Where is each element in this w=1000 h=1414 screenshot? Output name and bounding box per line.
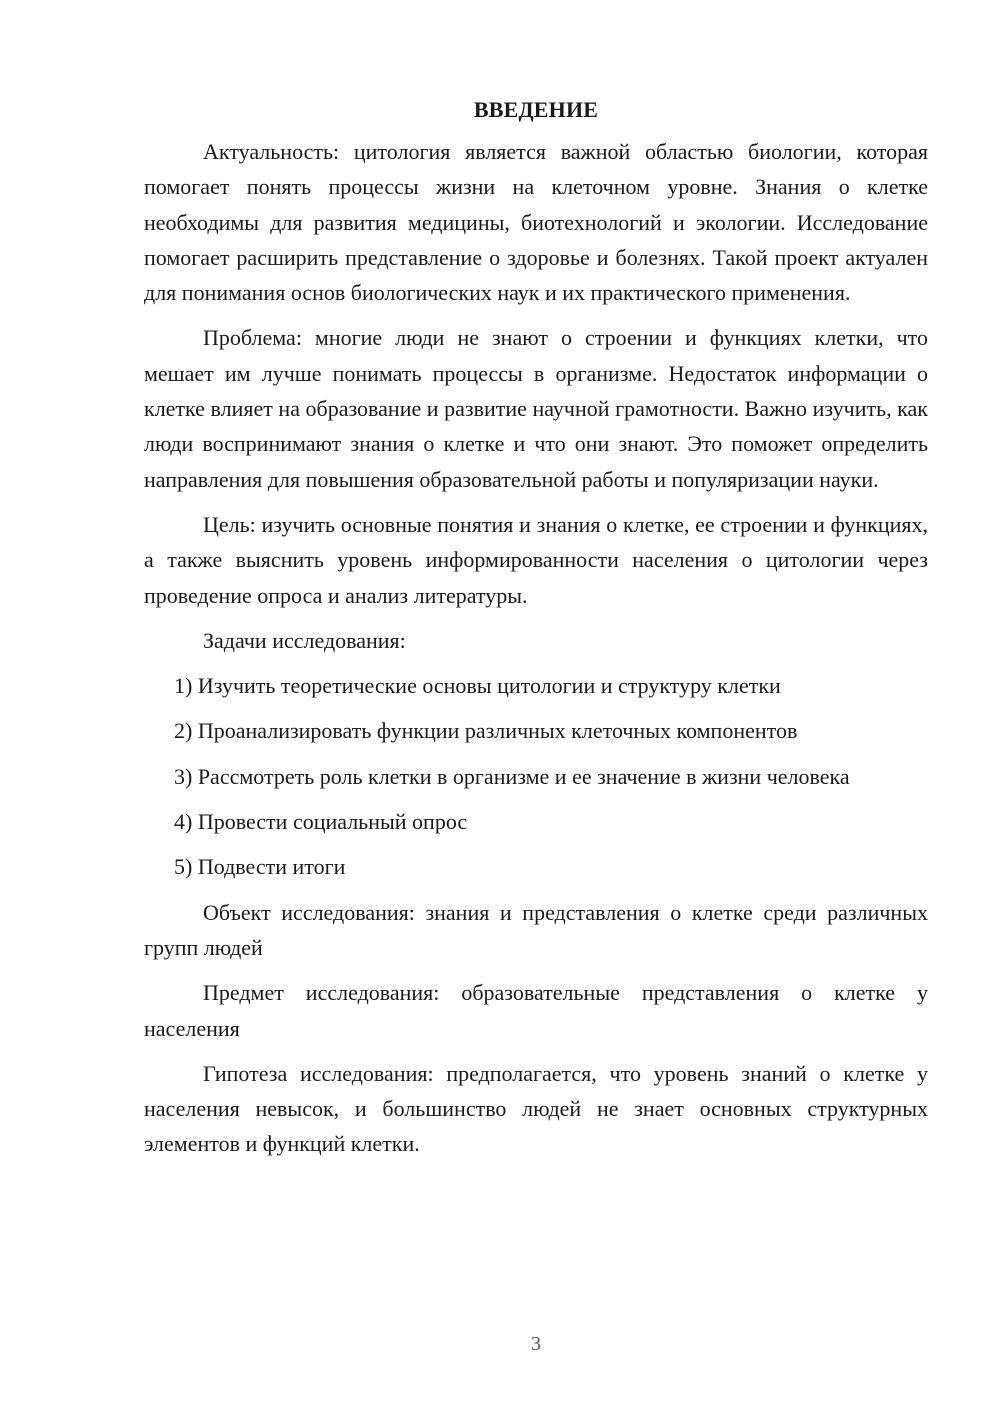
paragraph-tasks-heading: Задачи исследования: <box>203 627 406 653</box>
page-number: 3 <box>531 1333 541 1355</box>
paragraph-problem: Проблема: многие люди не знают о строении и функциях клетки, что мешает им лучше понимать процессы в организме. Недостаток информации о клетке влияет на образование и развитие научной грамотности. Важно изучить, как люди воспринимают знания о клетке и что они знают. Это поможет определить направления для повышения образовательной работы и популяризации науки. <box>144 325 928 492</box>
task-item-1: 1) Изучить теоретические основы цитологии и структуру клетки <box>174 673 781 699</box>
task-item-5: 5) Подвести итоги <box>174 854 346 880</box>
paragraph-relevance: Актуальность: цитология является важной областью биологии, которая помогает понять процессы жизни на клеточном уровне. Знания о клетке необходимы для развития медицины, биотехнологий и экологии. Исследование помогает расширить представление о здоровье и болезнях. Такой проект актуален для понимания основ биологических наук и их практического применения. <box>144 139 928 306</box>
paragraph-hypothesis: Гипотеза исследования: предполагается, что уровень знаний о клетке у населения невысок, и большинство людей не знает основных структурных элементов и функций клетки. <box>144 1060 928 1157</box>
paragraph-subject: Предмет исследования: образовательные представления о клетке у населения <box>144 980 928 1041</box>
task-item-2: 2) Проанализировать функции различных клеточных компонентов <box>174 718 798 744</box>
paragraph-object: Объект исследования: знания и представления о клетке среди различных групп людей <box>144 899 928 960</box>
task-item-4: 4) Провести социальный опрос <box>174 809 468 835</box>
section-title: ВВЕДЕНИЕ <box>473 97 599 122</box>
task-item-3: 3) Рассмотреть роль клетки в организме и ее значение в жизни человека <box>174 763 850 789</box>
page-content <box>144 92 928 1172</box>
paragraph-goal: Цель: изучить основные понятия и знания о клетке, ее строении и функциях, а также выяснить уровень информированности населения о цитологии через проведение опроса и анализ литературы. <box>144 511 928 608</box>
